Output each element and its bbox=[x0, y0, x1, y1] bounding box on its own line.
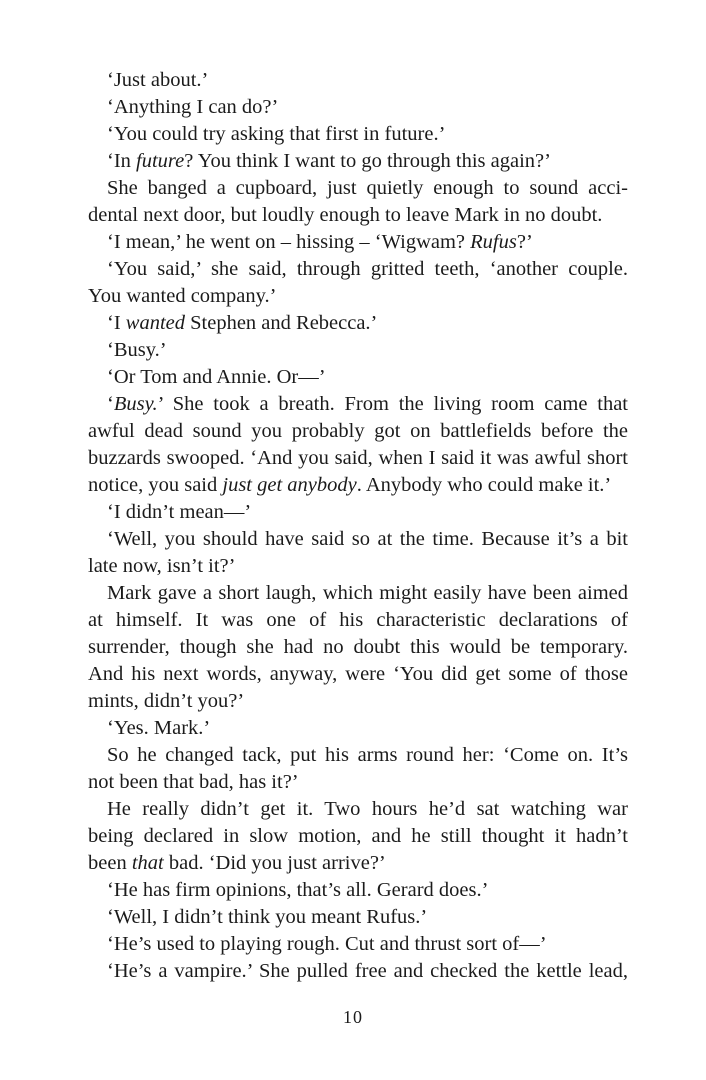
text-line: She banged a cupboard, just quietly enough to sound acci- bbox=[107, 177, 628, 199]
text-line: ‘Yes. Mark.’ bbox=[107, 717, 211, 739]
text-line: surrender, though she had no doubt this would be temporary. bbox=[88, 636, 628, 658]
text-line: buzzards swooped. ‘And you said, when I said it was awful short bbox=[88, 447, 628, 469]
text-line: mints, didn’t you?’ bbox=[88, 690, 245, 712]
text-line: ‘He’s used to playing rough. Cut and thrust sort of—’ bbox=[107, 933, 547, 955]
text-line: And his next words, anyway, were ‘You did get some of those bbox=[88, 663, 628, 685]
text-line: at himself. It was one of his characteristic declarations of bbox=[88, 609, 628, 631]
text-line: ‘You said,’ she said, through gritted teeth, ‘another couple. bbox=[107, 258, 628, 280]
text-line: So he changed tack, put his arms round her: ‘Come on. It’s bbox=[107, 744, 628, 766]
text-line: ‘You could try asking that first in future.’ bbox=[107, 123, 446, 145]
text-line: been that bad. ‘Did you just arrive?’ bbox=[88, 852, 386, 874]
text-line: late now, isn’t it?’ bbox=[88, 555, 236, 577]
text-line: ‘Busy.’ She took a breath. From the living room came that bbox=[107, 393, 628, 415]
page-number: 10 bbox=[343, 1007, 363, 1027]
text-line: ‘He’s a vampire.’ She pulled free and checked the kettle lead, bbox=[107, 960, 628, 982]
text-line: ‘Just about.’ bbox=[107, 69, 209, 91]
text-line: ‘In future? You think I want to go through this again?’ bbox=[107, 150, 551, 172]
text-line: ‘Well, I didn’t think you meant Rufus.’ bbox=[107, 906, 428, 928]
text-line: notice, you said just get anybody. Anybody who could make it.’ bbox=[88, 474, 612, 496]
page-body bbox=[88, 67, 628, 985]
text-line: He really didn’t get it. Two hours he’d sat watching war bbox=[107, 798, 628, 820]
text-line: ‘Or Tom and Annie. Or—’ bbox=[107, 366, 326, 388]
text-line: being declared in slow motion, and he still thought it hadn’t bbox=[88, 825, 628, 847]
text-line: ‘I didn’t mean—’ bbox=[107, 501, 252, 523]
text-line: ‘I wanted Stephen and Rebecca.’ bbox=[107, 312, 378, 334]
text-line: awful dead sound you probably got on battlefields before the bbox=[88, 420, 628, 442]
text-line: ‘He has firm opinions, that’s all. Gerard does.’ bbox=[107, 879, 489, 901]
text-line: ‘Anything I can do?’ bbox=[107, 96, 279, 118]
text-line: dental next door, but loudly enough to leave Mark in no doubt. bbox=[88, 204, 603, 226]
text-line: You wanted company.’ bbox=[88, 285, 277, 307]
text-line: Mark gave a short laugh, which might easily have been aimed bbox=[107, 582, 628, 604]
text-line: not been that bad, has it?’ bbox=[88, 771, 299, 793]
text-line: ‘Well, you should have said so at the time. Because it’s a bit bbox=[107, 528, 628, 550]
text-line: ‘I mean,’ he went on – hissing – ‘Wigwam? Rufus?’ bbox=[107, 231, 533, 253]
text-line: ‘Busy.’ bbox=[107, 339, 167, 361]
